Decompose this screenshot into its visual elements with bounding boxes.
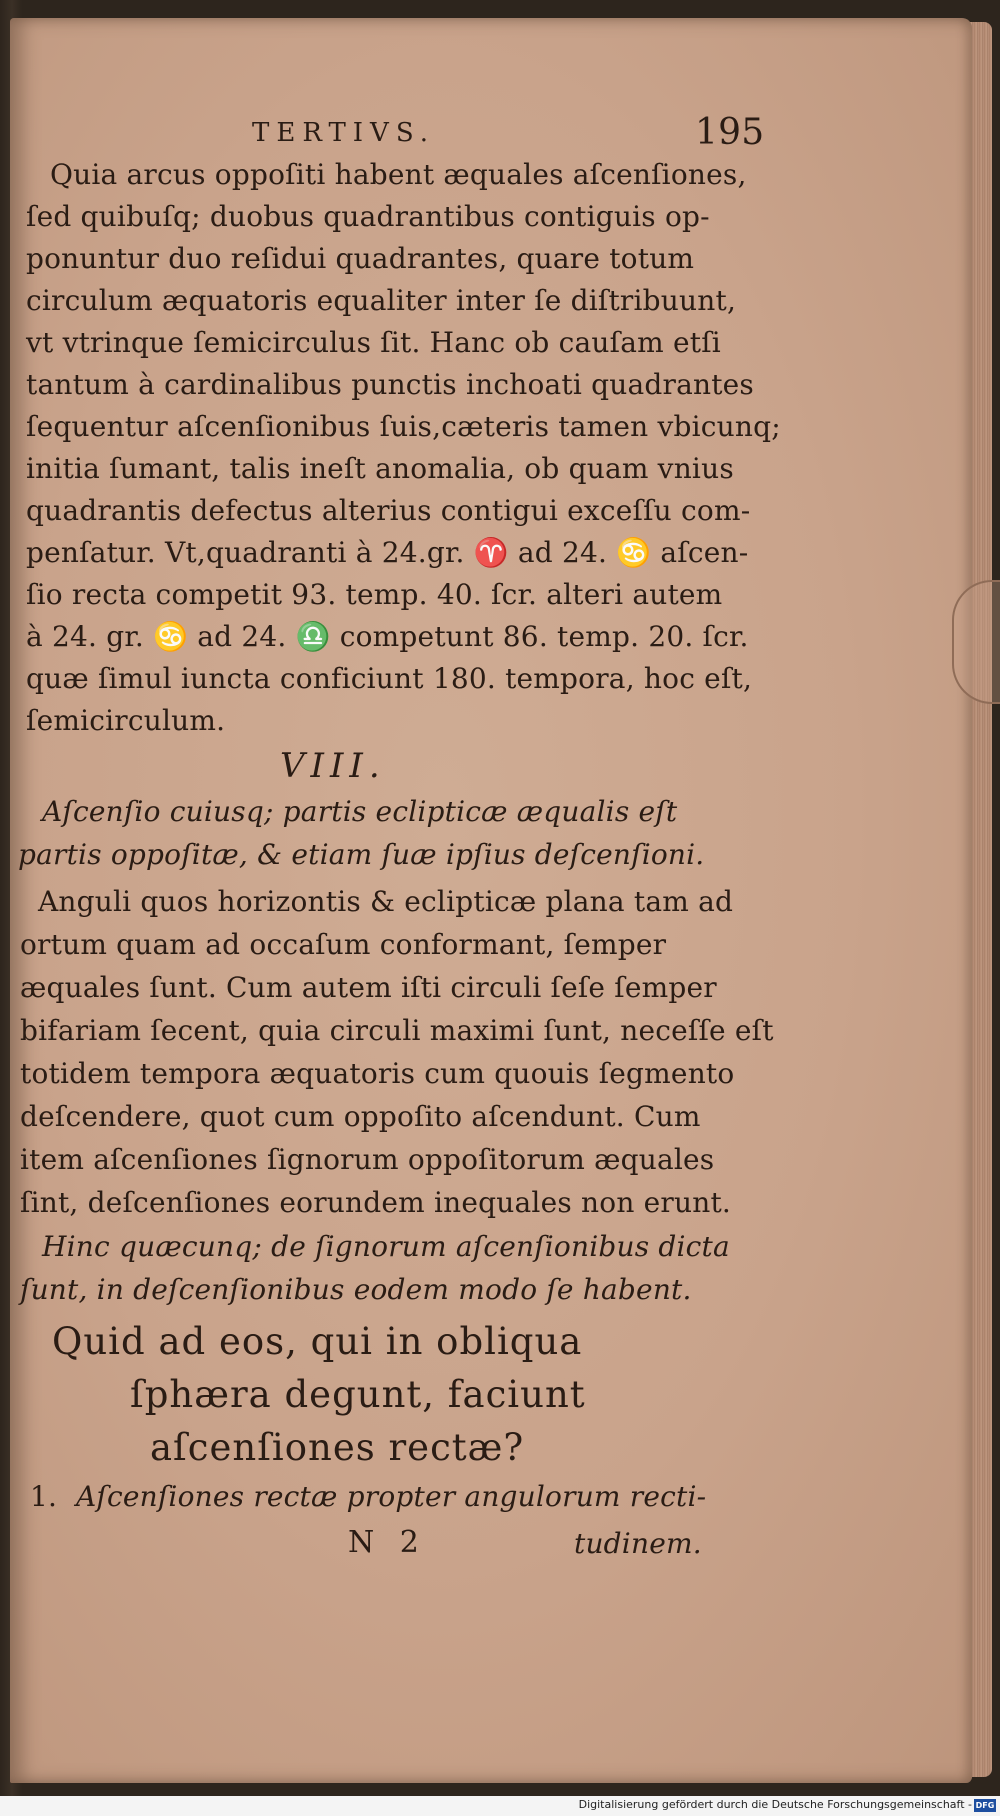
text-line: tantum à cardinalibus punctis inchoati quadrantes: [26, 368, 754, 401]
text-line: quæ ſimul iuncta conficiunt 180. tempora, hoc eſt,: [26, 662, 753, 695]
text-line: deſcendere, quot cum oppoſito aſcendunt. Cum: [20, 1100, 701, 1133]
text-line: vt vtrinque ſemicirculus ſit. Hanc ob cauſam etſi: [26, 326, 721, 359]
clasp-tab: [952, 580, 1000, 704]
text-line: ſemicirculum.: [26, 704, 226, 737]
dfg-logo: DFG: [975, 1801, 995, 1810]
text-line: à 24. gr. ♋ ad 24. ♎ competunt 86. temp. 20. ſcr.: [26, 620, 749, 653]
signature-mark: N 2: [348, 1525, 427, 1560]
text-line: ſunt, in deſcenſionibus eodem modo ſe habent.: [20, 1273, 692, 1306]
section-number: VIII.: [280, 746, 386, 786]
text-line: item aſcenſiones ſignorum oppoſitorum æquales: [20, 1143, 715, 1176]
text-line: Aſcenſio cuiusq; partis eclipticæ æqualis eſt: [42, 795, 678, 828]
text-line: partis oppoſitæ, & etiam ſuæ ipſius deſcenſioni.: [18, 838, 705, 871]
text-line: ſequentur aſcenſionibus ſuis,cæteris tamen vbicunq;: [26, 410, 781, 443]
text-line: Anguli quos horizontis & eclipticæ plana tam ad: [38, 885, 734, 918]
text-line: ſint, deſcenſiones eorundem inequales non erunt.: [20, 1186, 732, 1219]
item-text: Aſcenſiones rectæ propter angulorum recti-: [76, 1480, 707, 1513]
text-line: ortum quam ad occaſum conformant, ſemper: [20, 928, 667, 961]
catchword: tudinem.: [574, 1527, 702, 1560]
text-line: totidem tempora æquatoris cum quouis ſegmento: [20, 1057, 735, 1090]
text-line: ſed quibuſq; duobus quadrantibus contiguis op-: [26, 200, 710, 233]
text-line: ſio recta competit 93. temp. 40. ſcr. alteri autem: [26, 578, 723, 611]
text-line: æquales ſunt. Cum autem iſti circuli ſeſe ſemper: [20, 971, 717, 1004]
text-line: ponuntur duo reſidui quadrantes, quare totum: [26, 242, 695, 275]
text-line: initia ſumant, talis ineſt anomalia, ob quam vnius: [26, 452, 734, 485]
text-line: ſphæra degunt, faciunt: [130, 1373, 586, 1416]
text-line: bifariam ſecent, quia circuli maximi ſunt, neceſſe eſt: [20, 1014, 774, 1047]
text-line: Hinc quæcunq; de ſignorum aſcenſionibus dicta: [42, 1230, 730, 1263]
text-line: quadrantis defectus alterius contigui exceſſu com-: [26, 494, 751, 527]
item-number: 1.: [30, 1480, 58, 1513]
running-title: TERTIVS.: [252, 118, 435, 148]
text-line: circulum æquatoris equaliter inter ſe diſtribuunt,: [26, 284, 737, 317]
footer-credit: Digitalisierung gefördert durch die Deutsche Forschungsgemeinschaft -: [578, 1798, 972, 1811]
text-line: aſcenſiones rectæ?: [150, 1426, 525, 1469]
page-number: 195: [695, 112, 765, 153]
text-line: Quid ad eos, qui in obliqua: [52, 1320, 583, 1363]
text-line: Quia arcus oppoſiti habent æquales aſcenſiones,: [50, 158, 747, 191]
text-line: penſatur. Vt,quadranti à 24.gr. ♈ ad 24. ♋ aſcen-: [26, 536, 749, 569]
